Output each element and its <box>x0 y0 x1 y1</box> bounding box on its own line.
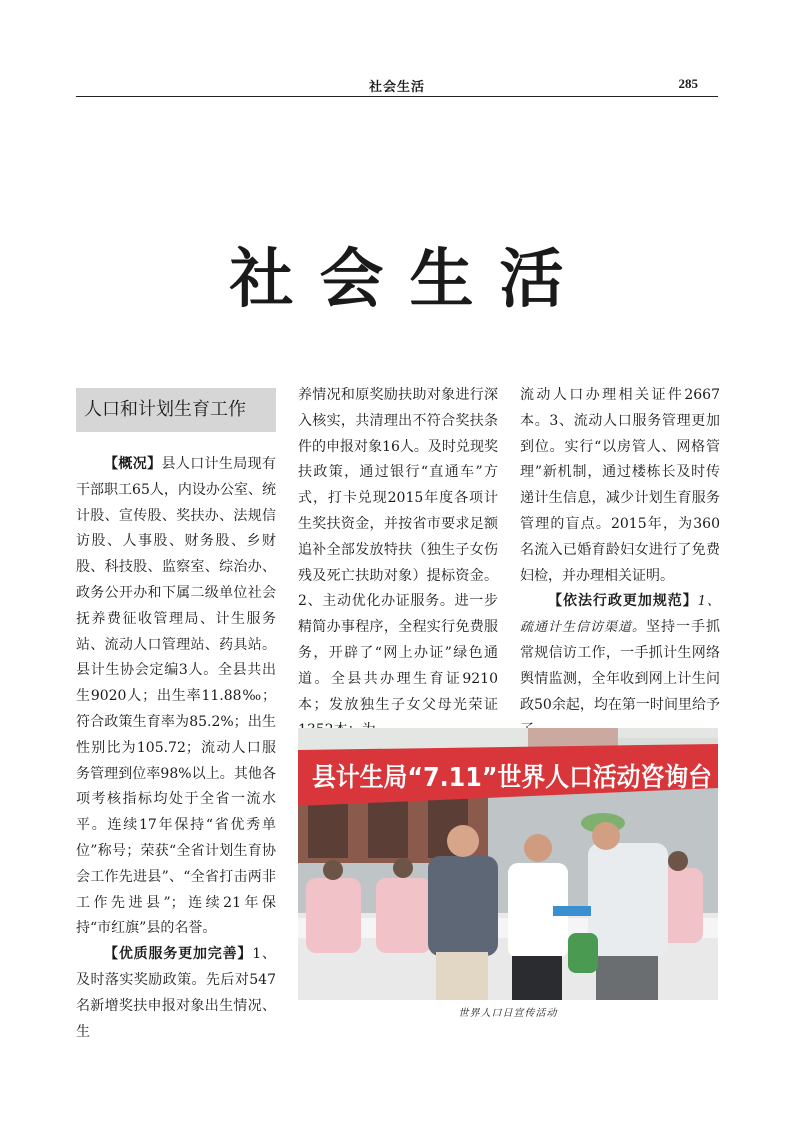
law-text: 坚持一手抓常规信访工作，一手抓计生网络舆情监测，全年收到网上计生问政50余起，均在第一时间里给予 <box>520 619 720 713</box>
service-paragraph <box>76 942 276 1045</box>
page-number: 285 <box>678 76 698 91</box>
law-heading: 【依法行政更加规范】 <box>548 593 698 610</box>
service-heading: 【优质服务更加完善】 <box>104 946 253 963</box>
law-paragraph <box>520 589 720 744</box>
migrant-text: 流动人口办理相关证件2667本。3、流动人口服务管理更加到位。实行“以房管人、网格管理”新机制，通过楼栋长及时传递计生信息，减少计划生育服务管理的盲点。2015年，为360名流入已婚育龄妇女进行了免费妇检，并办理相关证明。 <box>520 387 720 584</box>
section-heading: 人口和计划生育工作 <box>76 388 276 432</box>
overview-text: 县人口计生局现有干部职工65人，内设办公室、统计股、宣传股、奖扶办、法规信访股、人事股、财务股、乡财股、科技股、监察室、综治办、政务公开办和下属二级单位社会抚养费征收管理局、计生服务站、流动人口管理站、药具站。县计生协会定编3人。全县共出生9020人；出生率11.88‰；符合政策生育率为85.2%；出生性别比为105.72；流动人口服务管理到位率98%以上。其他各项考核指标均处于全省一流水平。连续17年保持“省优秀单位”称号；荣获“全省计划生育协会工作先进县”、“全省打击两非工作先进县”；连续21年保持“市红旗”县的名誉。 <box>76 456 277 937</box>
overview-heading: 【概况】 <box>104 456 162 472</box>
banner-text: 县计生局“7.11”世界人口活动咨询台 <box>312 763 712 793</box>
event-photo <box>298 728 718 1000</box>
law-lead: 1、疏通计生信访渠道。 <box>520 594 720 636</box>
chapter-title: 社会生活 <box>229 242 590 317</box>
photo-caption: 世界人口日宣传活动 <box>458 1008 558 1019</box>
overview-paragraph <box>76 452 276 942</box>
service-continued-text: 养情况和原奖励扶助对象进行深入核实，共清理出不符合奖扶条件的申报对象16人。及时兑现奖扶政策，通过银行“直通车”方式，打卡兑现2015年度各项计生奖扶资金，并按省市要求足额追补全部发放特扶（独生子女伤残及死亡扶助对象）提标资金。2、主动优化办证服务。进一步精简办事程序，全程实行免费服务，开辟了“网上办证”绿色通道。全县共办理生育证9210本；发放独生子女父母光荣证 <box>298 387 498 713</box>
running-head <box>76 76 718 97</box>
event-photo-image <box>298 728 718 1000</box>
column-1 <box>76 383 276 1045</box>
running-head-title: 社会生活 <box>368 80 425 95</box>
column-3 <box>520 383 720 744</box>
service-text: 1、及时落实奖励政策。先后对547名新增奖扶申报对象出生情况、生 <box>76 946 276 1040</box>
column-2 <box>298 383 498 744</box>
